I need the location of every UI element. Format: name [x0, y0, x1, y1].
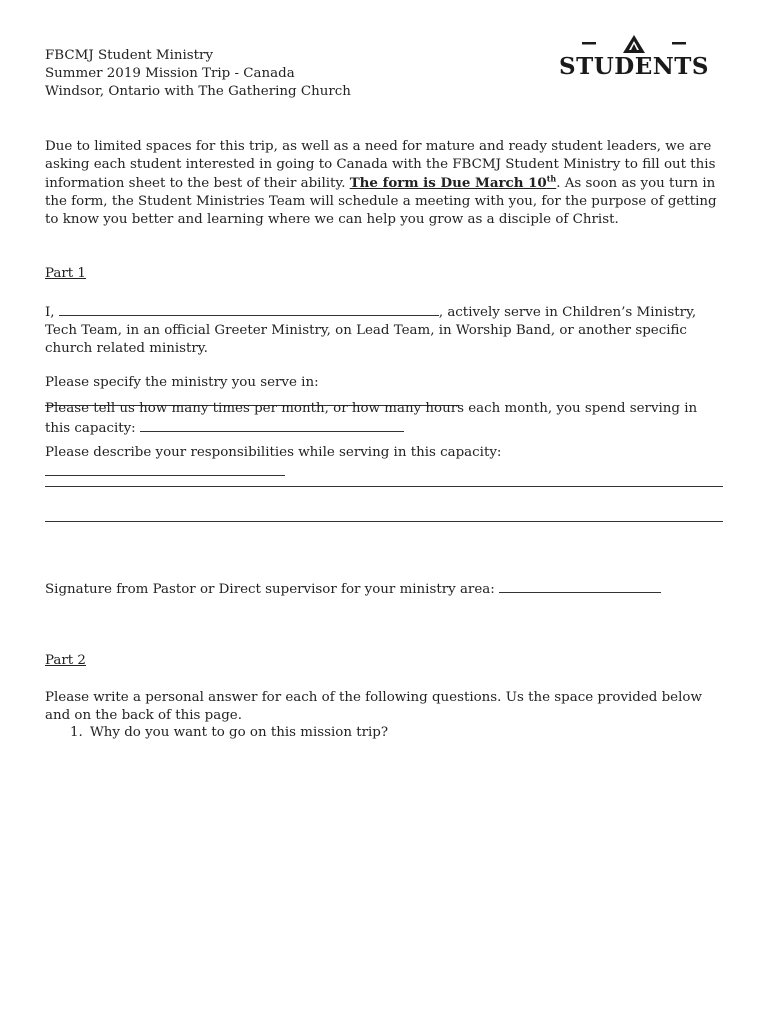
- part2-instructions: Please write a personal answer for each of the following questions. Us the space provided below and on the back of this page.: [45, 690, 702, 723]
- hours-field[interactable]: [140, 418, 404, 432]
- hours-question: [45, 400, 715, 438]
- students-logo: [548, 33, 720, 81]
- signature-line: [45, 579, 725, 599]
- logo-wordmark: STUDENTS: [558, 53, 709, 80]
- responsibilities-field[interactable]: [45, 462, 285, 476]
- header-location: Windsor, Ontario with The Gathering Church: [45, 84, 351, 99]
- signature-field[interactable]: [499, 579, 661, 593]
- list-item: [70, 724, 388, 742]
- statement-suffix: , actively serve in Children’s Ministry, Tech Team, in an official Greeter Ministry, on Lead Team, in Worship Band, or another specific church related ministry.: [45, 305, 697, 356]
- responsibilities-label: Please describe your responsibilities while serving in this capacity:: [45, 445, 502, 460]
- mountain-peaks-icon: [548, 33, 720, 55]
- intro-paragraph: [45, 138, 725, 229]
- signature-label: Signature from Pastor or Direct supervisor for your ministry area:: [45, 582, 499, 597]
- hours-question-label: Please tell us how many times per month, or how many hours each month, you spend serving in this capacity:: [45, 401, 698, 436]
- question-text: Why do you want to go on this mission trip?: [90, 725, 389, 740]
- statement-prefix: I,: [45, 305, 59, 320]
- question-number: 1.: [70, 725, 83, 740]
- due-date-text: The form is Due March 10: [349, 175, 547, 191]
- intro-text-start: Due to limited spaces for this trip, as well as a need for mature and ready student leaders, we are asking each student interested in going to Canada with the FBCMJ Student Ministry to fill out this information sheet to the best of their ability.: [45, 139, 716, 191]
- ministry-question-label: Please specify the ministry you serve in:: [45, 375, 319, 390]
- due-date-suffix: th: [546, 173, 557, 184]
- question-list: [70, 724, 388, 742]
- due-date-notice: [350, 175, 557, 191]
- commitment-statement: [45, 302, 725, 358]
- header-trip: Summer 2019 Mission Trip - Canada: [45, 66, 295, 81]
- intro-text-end: . As soon as you turn in the form, the Student Ministries Team will schedule a meeting with you, for the purpose of getting to know you better and learning where we can help you grow as a disciple of Christ.: [45, 176, 717, 227]
- part2-heading: Part 2: [45, 653, 86, 668]
- header-ministry: FBCMJ Student Ministry: [45, 48, 214, 63]
- name-field[interactable]: [59, 302, 439, 316]
- responsibilities-line-1[interactable]: [45, 486, 723, 487]
- responsibilities-question: [45, 444, 725, 482]
- document-header: [45, 47, 445, 101]
- responsibilities-line-2[interactable]: [45, 521, 723, 522]
- part1-heading: Part 1: [45, 266, 86, 281]
